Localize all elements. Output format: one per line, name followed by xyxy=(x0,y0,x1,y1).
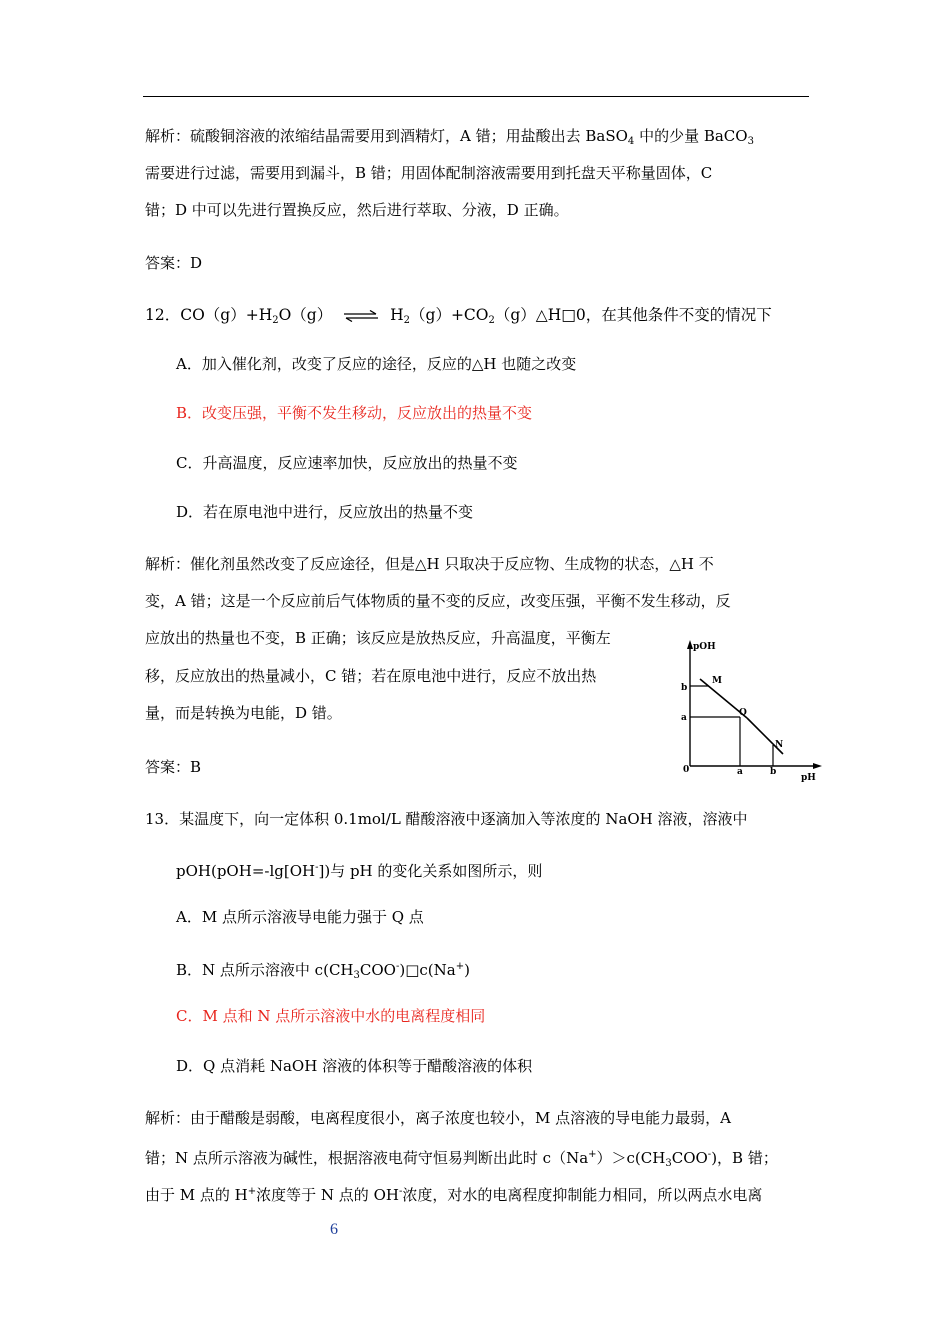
y-tick-b: b xyxy=(681,683,688,693)
analysis-12-line-2: 变，A 错；这是一个反应前后气体物质的量不变的反应，改变压强，平衡不发生移动，反 xyxy=(145,592,731,610)
question-12-stem: 12．$CO(g)+H_2O(g)$ $H_2(g)+CO_2(g)\triangle H□0$，在其他条件不变的情况下 xyxy=(145,306,772,326)
page-number: 6 xyxy=(330,1221,338,1238)
analysis-12-line-4: 移，反应放出的热量减小，C 错；若在原电池中进行，反应不放出热 xyxy=(145,667,597,685)
question-13-option-c: C．M 点和 N 点所示溶液中水的电离程度相同 xyxy=(176,1007,486,1025)
question-12-option-b: B．改变压强，平衡不发生移动，反应放出的热量不变 xyxy=(176,404,533,422)
question-13-option-a: A．M 点所示溶液导电能力强于 Q 点 xyxy=(176,908,424,926)
x-tick-a: a xyxy=(737,767,743,777)
question-13-line-2: pOH(pOH=-lg[OH-])与 pH 的变化关系如图所示，则 xyxy=(176,862,543,880)
analysis-11-line-1: 解析：硫酸铜溶液的浓缩结晶需要用到酒精灯，A 错；用盐酸出去 BaSO$_4$ 中的少量 BaCO$_3$ xyxy=(145,127,754,147)
question-12-option-d: D．若在原电池中进行，反应放出的热量不变 xyxy=(176,503,474,521)
analysis-13-line-3: 由于 M 点的 H+浓度等于 N 点的 OH-浓度，对水的电离程度抑制能力相同，所以两点水电离 xyxy=(145,1186,763,1204)
question-12-option-c: C．升高温度，反应速率加快，反应放出的热量不变 xyxy=(176,454,518,472)
analysis-13-line-2: 错；N 点所示溶液为碱性，根据溶液电荷守恒易判断出此时 $c(Na^+)>c(CH_3COO^-)$，B 错； xyxy=(145,1149,778,1169)
x-tick-b: b xyxy=(770,767,777,777)
analysis-12-line-3: 应放出的热量也不变，B 正确；该反应是放热反应，升高温度，平衡左 xyxy=(145,629,611,647)
question-13-option-d: D．Q 点消耗 NaOH 溶液的体积等于醋酸溶液的体积 xyxy=(176,1057,533,1075)
point-m-label: M xyxy=(712,676,722,686)
analysis-12-line-1: 解析：催化剂虽然改变了反应途径，但是△H 只取决于反应物、生成物的状态，△H 不 xyxy=(145,555,714,573)
answer-11: 答案：D xyxy=(145,254,203,272)
origin-label: 0 xyxy=(683,765,690,775)
analysis-13-line-1: 解析：由于醋酸是弱酸，电离程度很小，离子浓度也较小，M 点溶液的导电能力最弱，A xyxy=(145,1109,731,1127)
analysis-12-line-5: 量，而是转换为电能，D 错。 xyxy=(145,704,342,722)
x-axis-arrow-icon xyxy=(813,763,822,769)
x-axis-label: pH xyxy=(801,773,816,783)
analysis-11-line-3: 错；D 中可以先进行置换反应，然后进行萃取、分液，D 正确。 xyxy=(145,201,569,219)
question-13-option-b: B．N 点所示溶液中 $c(CH_3COO^-)□c(Na^+)$ xyxy=(176,961,470,981)
answer-12: 答案：B xyxy=(145,758,202,776)
analysis-11-line-2: 需要进行过滤，需要用到漏斗，B 错；用固体配制溶液需要用到托盘天平称量固体，C xyxy=(145,164,713,182)
equilibrium-arrow-icon xyxy=(343,310,379,322)
y-axis-label: pOH xyxy=(693,642,716,652)
point-n-label: N xyxy=(775,740,784,750)
header-rule xyxy=(143,96,809,97)
point-q-label: Q xyxy=(739,708,747,718)
question-13-line-1: 13．某温度下，向一定体积 0.1mol/L 醋酸溶液中逐滴加入等浓度的 NaOH 溶液，溶液中 xyxy=(145,810,748,828)
y-tick-a: a xyxy=(681,713,687,723)
poh-ph-graph xyxy=(675,635,825,785)
question-12-option-a: A．加入催化剂，改变了反应的途径，反应的△H 也随之改变 xyxy=(176,355,577,373)
